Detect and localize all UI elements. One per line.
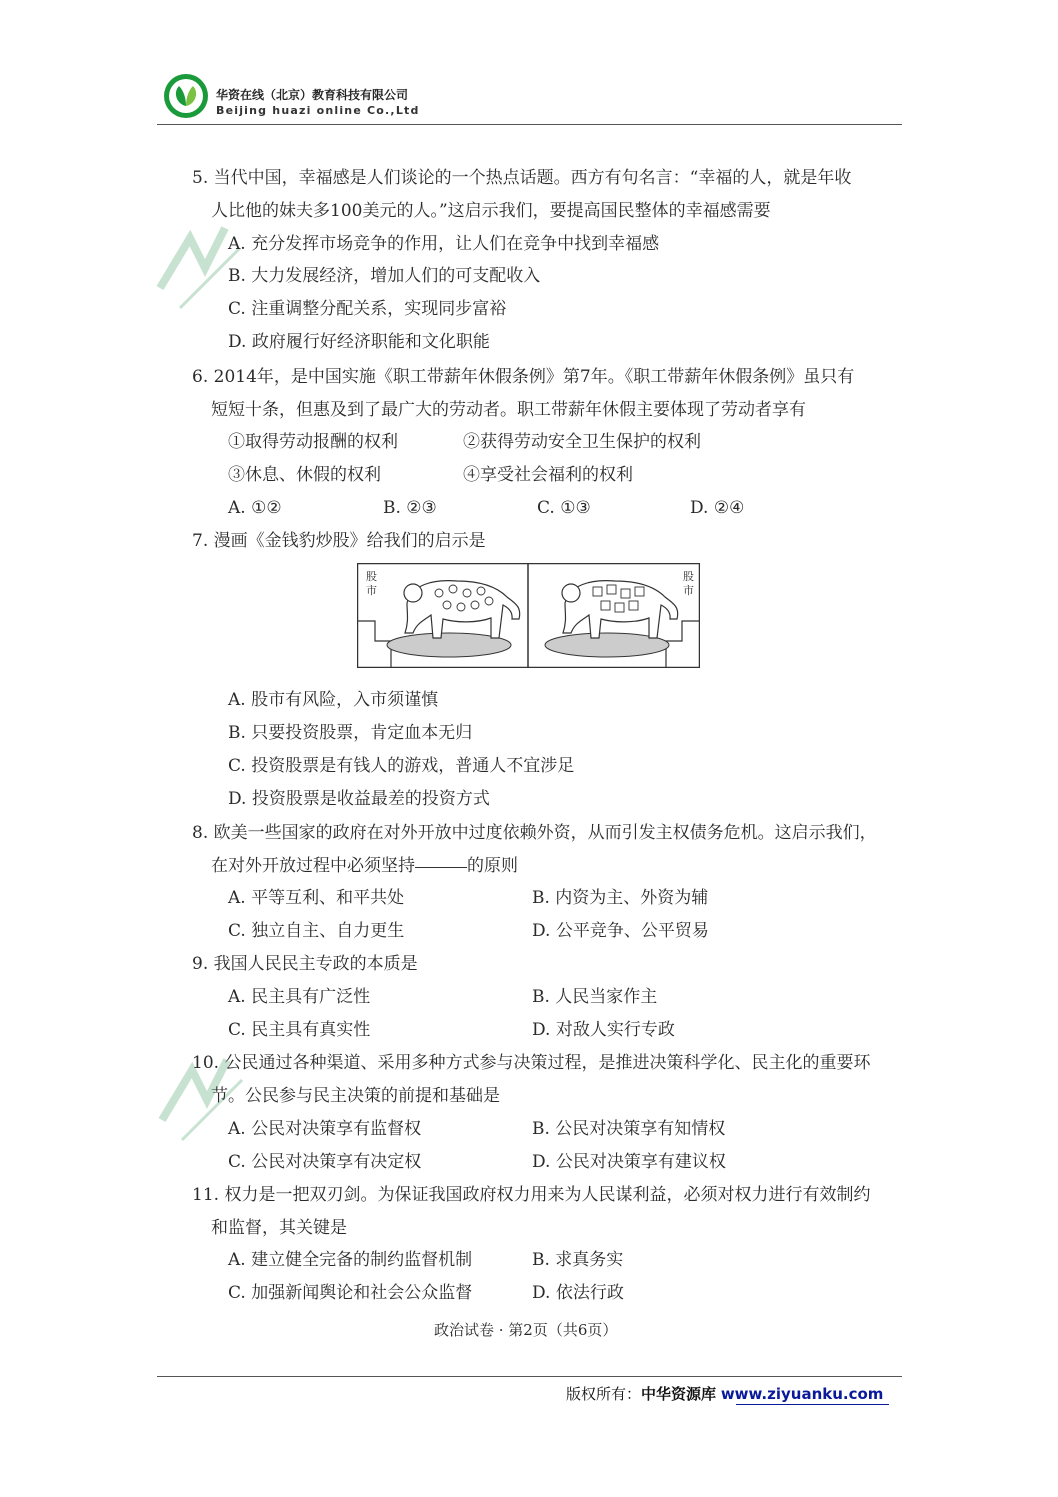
q10-option-c: C. 公民对决策享有决定权 — [228, 1152, 422, 1172]
website-link[interactable]: www.ziyuanku.com — [720, 1385, 884, 1403]
q5-option-a: A. 充分发挥市场竞争的作用，让人们在竞争中找到幸福感 — [228, 234, 660, 254]
q9-option-c: C. 民主具有真实性 — [228, 1020, 371, 1040]
copyright-label: 版权所有： — [566, 1385, 642, 1403]
page-header — [0, 0, 1058, 130]
q9-stem: 9. 我国人民民主专政的本质是 — [192, 954, 418, 974]
q7-option-d: D. 投资股票是收益最差的投资方式 — [228, 789, 490, 809]
q11-option-b: B. 求真务实 — [532, 1250, 624, 1270]
q9-option-b: B. 人民当家作主 — [532, 987, 658, 1007]
q11-option-c: C. 加强新闻舆论和社会公众监督 — [228, 1283, 473, 1303]
q7-cartoon-image — [357, 563, 700, 668]
page-number: 政治试卷 · 第2页（共6页） — [434, 1321, 618, 1339]
q8-option-b: B. 内资为主、外资为辅 — [532, 888, 709, 908]
q8-stem-line1: 8. 欧美一些国家的政府在对外开放中过度依赖外资，从而引发主权债务危机。这启示我们， — [192, 823, 877, 843]
q5-option-c: C. 注重调整分配关系，实现同步富裕 — [228, 299, 507, 319]
q5-option-b: B. 大力发展经济，增加人们的可支配收入 — [228, 266, 541, 286]
q11-option-a: A. 建立健全完备的制约监督机制 — [228, 1250, 473, 1270]
q11-stem-line1: 11. 权力是一把双刃剑。为保证我国政府权力用来为人民谋利益，必须对权力进行有效制约 — [192, 1185, 871, 1205]
q7-option-b: B. 只要投资股票，肯定血本无归 — [228, 723, 473, 743]
q6-option-c: C. ①③ — [537, 498, 591, 518]
q7-cartoon-label-left: 股市 — [366, 570, 377, 597]
q11-option-d: D. 依法行政 — [532, 1283, 624, 1303]
q10-option-a: A. 公民对决策享有监督权 — [228, 1119, 422, 1139]
copyright-notice — [566, 1383, 883, 1404]
q8-stem-line2 — [211, 854, 518, 878]
company-name-cn: 华资在线（北京）教育科技有限公司 — [216, 88, 409, 102]
q6-statement-2: ②获得劳动安全卫生保护的权利 — [463, 432, 701, 452]
q8-option-c: C. 独立自主、自力更生 — [228, 921, 405, 941]
q10-option-b: B. 公民对决策享有知情权 — [532, 1119, 726, 1139]
q10-stem-line2: 节。公民参与民主决策的前提和基础是 — [211, 1086, 500, 1106]
q6-option-a: A. ①② — [228, 498, 282, 518]
q11-stem-line2: 和监督，其关键是 — [211, 1218, 347, 1238]
q6-option-b: B. ②③ — [383, 498, 437, 518]
q5-stem-line1: 5. 当代中国，幸福感是人们谈论的一个热点话题。西方有句名言：“幸福的人，就是年收 — [192, 168, 852, 188]
q10-stem-line1: 10. 公民通过各种渠道、采用多种方式参与决策过程，是推进决策科学化、民主化的重要环 — [192, 1053, 871, 1073]
q7-option-c: C. 投资股票是有钱人的游戏，普通人不宜涉足 — [228, 756, 575, 776]
website-underline — [736, 1404, 889, 1405]
q9-option-d: D. 对敌人实行专政 — [532, 1020, 675, 1040]
q6-option-d: D. ②④ — [690, 498, 745, 518]
q6-statement-1: ①取得劳动报酬的权利 — [228, 432, 398, 452]
q8-option-a: A. 平等互利、和平共处 — [228, 888, 405, 908]
q9-option-a: A. 民主具有广泛性 — [228, 987, 371, 1007]
q8-stem-post: 的原则 — [467, 856, 518, 876]
q7-cartoon-label-right: 股市 — [683, 570, 694, 597]
copyright-brand: 中华资源库 — [641, 1385, 717, 1403]
q5-stem-line2: 人比他的妹夫多100美元的人。”这启示我们，要提高国民整体的幸福感需要 — [211, 201, 771, 221]
q7-option-a: A. 股市有风险，入市须谨慎 — [228, 690, 439, 710]
header-divider — [157, 124, 902, 125]
company-name-en: Beijing huazi online Co.,Ltd — [216, 104, 420, 117]
q8-option-d: D. 公平竞争、公平贸易 — [532, 921, 709, 941]
q6-stem-line1: 6. 2014年，是中国实施《职工带薪年休假条例》第7年。《职工带薪年休假条例》虽只有 — [192, 367, 855, 387]
footer-divider — [157, 1376, 902, 1377]
q10-option-d: D. 公民对决策享有建议权 — [532, 1152, 726, 1172]
q5-option-d: D. 政府履行好经济职能和文化职能 — [228, 332, 490, 352]
company-logo-icon — [162, 72, 210, 120]
q7-stem: 7. 漫画《金钱豹炒股》给我们的启示是 — [192, 531, 486, 551]
q8-stem-pre: 在对外开放过程中必须坚持 — [211, 856, 415, 876]
q6-stem-line2: 短短十条，但惠及到了最广大的劳动者。职工带薪年休假主要体现了劳动者享有 — [211, 400, 806, 420]
q6-statement-3: ③休息、休假的权利 — [228, 465, 381, 485]
q8-blank — [415, 866, 467, 868]
q6-statement-4: ④享受社会福利的权利 — [463, 465, 633, 485]
